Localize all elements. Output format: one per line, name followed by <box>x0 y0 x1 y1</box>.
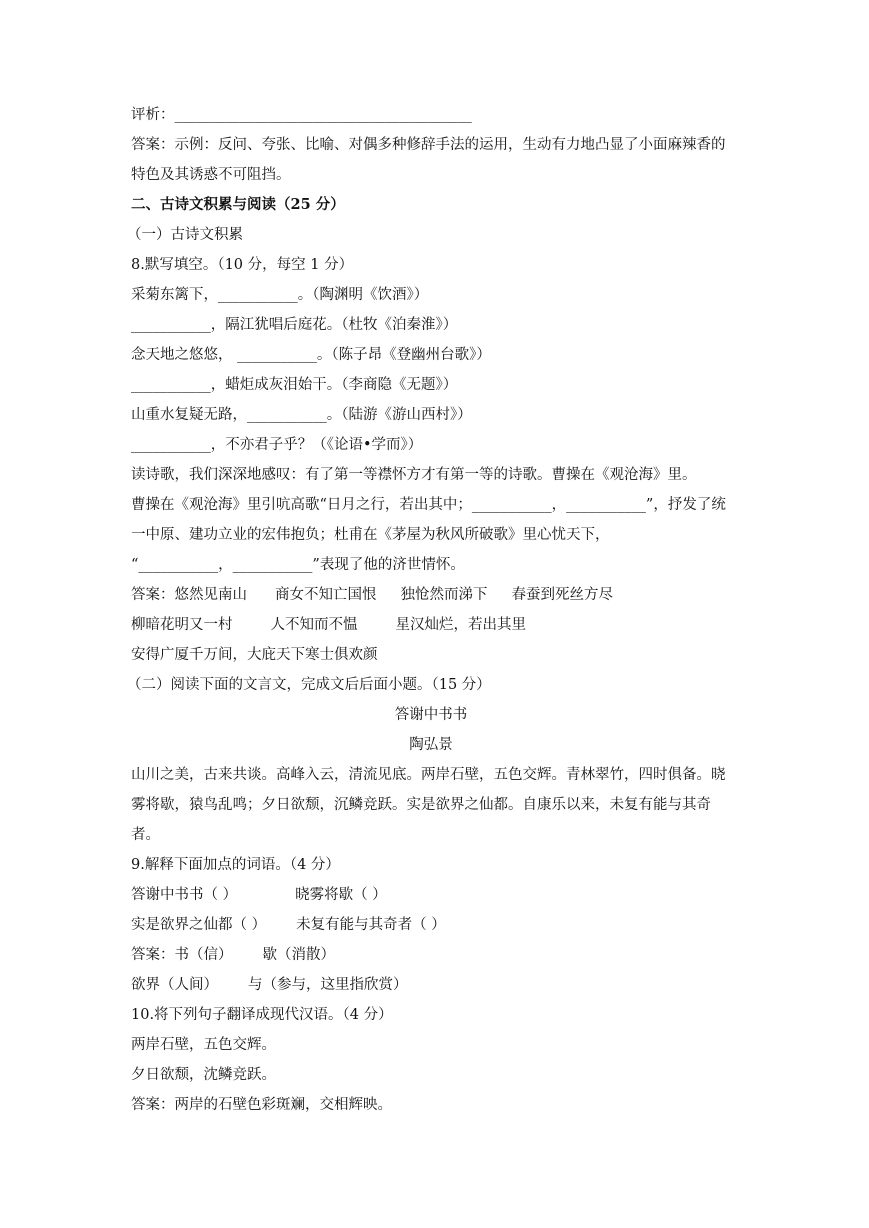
q9-answer-row2 <box>131 970 731 1000</box>
answer-prefix: 答案： <box>131 587 175 603</box>
fill-line-2: ___________，隔江犹唱后庭花。（杜牧《泊秦淮》） <box>131 317 458 333</box>
answer-item: 星汉灿烂，若出其里 <box>395 617 526 633</box>
q9-item: 未复有能与其奇者（ ） <box>296 917 446 933</box>
question-10: 10.将下列句子翻译成现代汉语。（4 分） <box>131 1007 393 1023</box>
answer8-row2 <box>131 610 731 640</box>
subsection-heading: （一）古诗文积累 <box>127 227 243 243</box>
document-page <box>127 100 731 1120</box>
q10-item-1: 两岸石壁，五色交辉。 <box>131 1037 276 1053</box>
q9-item: 晓雾将歇（ ） <box>295 887 387 903</box>
question-9: 9.解释下面加点的词语。（4 分） <box>131 857 340 873</box>
q9-answer: 与（参与，这里指欣赏） <box>248 977 408 993</box>
poetry-question: 曹操在《观沧海》里引吭高歌“日月之行，若出其中；___________，___________”，抒发了统一中原、建功立业的宏伟抱负；杜甫在《茅屋为秋风所破歌》里心忧天下， <box>131 497 726 543</box>
passage-text: 山川之美，古来共谈。高峰入云，清流见底。两岸石壁，五色交辉。青林翠竹，四时俱备。晓雾将歇，猿鸟乱鸣；夕日欲颓，沉鳞竞跃。实是欲界之仙都。自康乐以来，未复有能与其奇者。 <box>131 767 726 843</box>
answer-item: 春蚕到死丝方尽 <box>511 587 613 603</box>
poetry-question-end: “___________，___________”表现了他的济世情怀。 <box>131 557 465 573</box>
answer-item: 悠然见南山 <box>174 587 247 603</box>
question-8: 8.默写填空。（10 分，每空 1 分） <box>131 257 354 273</box>
q9-row2 <box>131 910 731 940</box>
q9-row1 <box>131 880 731 910</box>
q9-answer: 欲界（人间） <box>131 977 218 993</box>
answer-example: 答案：示例：反问、夸张、比喻、对偶多种修辞手法的运用，生动有力地凸显了小面麻辣香的特色及其诱惑不可阻挡。 <box>131 137 726 183</box>
analysis-line: 评析：_________________________________________ <box>131 107 472 123</box>
passage-title: 答谢中书书 <box>394 707 468 723</box>
fill-line-3: 念天地之悠悠， ___________。（陈子昂《登幽州台歌》） <box>131 347 491 363</box>
poetry-intro: 读诗歌，我们深深地感叹：有了第一等襟怀方才有第一等的诗歌。曹操在《观沧海》里。 <box>131 467 697 483</box>
q9-answer: 答案：书（信） <box>131 947 233 963</box>
answer-item: 商女不知亡国恨 <box>275 587 377 603</box>
subsection-2-heading: （二）阅读下面的文言文，完成文后后面小题。（15 分） <box>127 677 491 693</box>
answer-item: 人不知而不愠 <box>270 617 358 633</box>
passage-author: 陶弘景 <box>409 737 453 753</box>
answer8-row3: 安得广厦千万间，大庇天下寒士俱欢颜 <box>131 647 378 663</box>
fill-line-4: ___________，蜡炬成灰泪始干。（李商隐《无题》） <box>131 377 458 393</box>
q9-item: 答谢中书书（ ） <box>131 887 238 903</box>
q10-item-2: 夕日欲颓，沈鳞竞跃。 <box>131 1067 276 1083</box>
answer8-row1 <box>131 580 731 610</box>
section-heading: 二、古诗文积累与阅读（25 分） <box>131 196 345 213</box>
fill-line-1: 采菊东篱下，___________。（陶渊明《饮酒》） <box>131 287 429 303</box>
answer-item: 独怆然而涕下 <box>400 587 488 603</box>
fill-line-6: ___________，不亦君子乎？（《论语•学而》） <box>131 437 423 453</box>
answer-item: 柳暗花明又一村 <box>131 617 233 633</box>
fill-line-5: 山重水复疑无路，___________。（陆游《游山西村》） <box>131 407 472 423</box>
q9-answer: 歇（消散） <box>262 947 335 963</box>
q10-answer: 答案：两岸的石壁色彩斑斓，交相辉映。 <box>131 1097 392 1113</box>
q9-item: 实是欲界之仙都（ ） <box>131 917 267 933</box>
q9-answer-row1 <box>131 940 731 970</box>
